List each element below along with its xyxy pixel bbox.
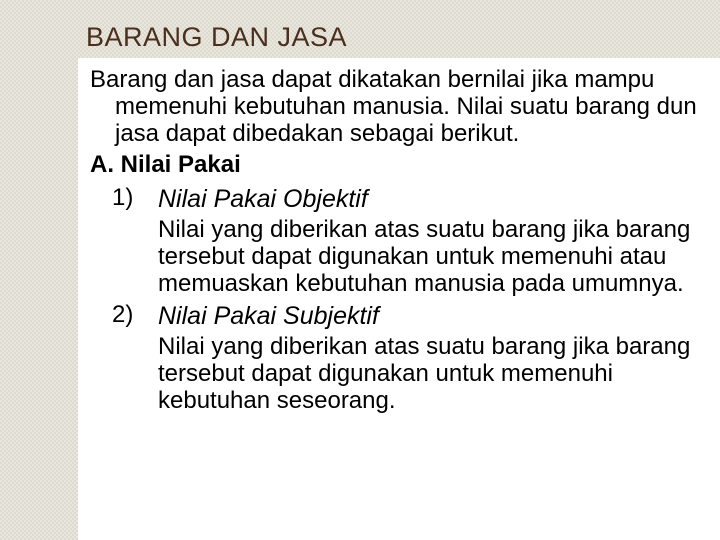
item-title: Nilai Pakai Subjektif [158,302,379,330]
item-number: 2) [112,301,134,328]
item-title: Nilai Pakai Objektif [158,185,368,213]
intro-paragraph: Barang dan jasa dapat dikatakan bernilai jika mampu memenuhi kebutuhan manusia. Nilai suatu barang dun jasa dapat dibedakan sebagai berikut. [90,66,697,147]
left-texture-strip [0,0,78,540]
section-heading: A. Nilai Pakai [90,151,241,178]
list-item [90,184,710,297]
slide-title: BARANG DAN JASA [86,22,348,52]
list-item [90,301,710,414]
item-number: 1) [112,184,134,211]
item-description: Nilai yang diberikan atas suatu barang jika barang tersebut dapat digunakan untuk memenuhi kebutuhan seseorang. [158,333,691,414]
slide-body [90,66,710,418]
item-description: Nilai yang diberikan atas suatu barang jika barang tersebut dapat digunakan untuk memenuhi atau memuaskan kebutuhan manusia pada umumnya. [158,216,691,297]
